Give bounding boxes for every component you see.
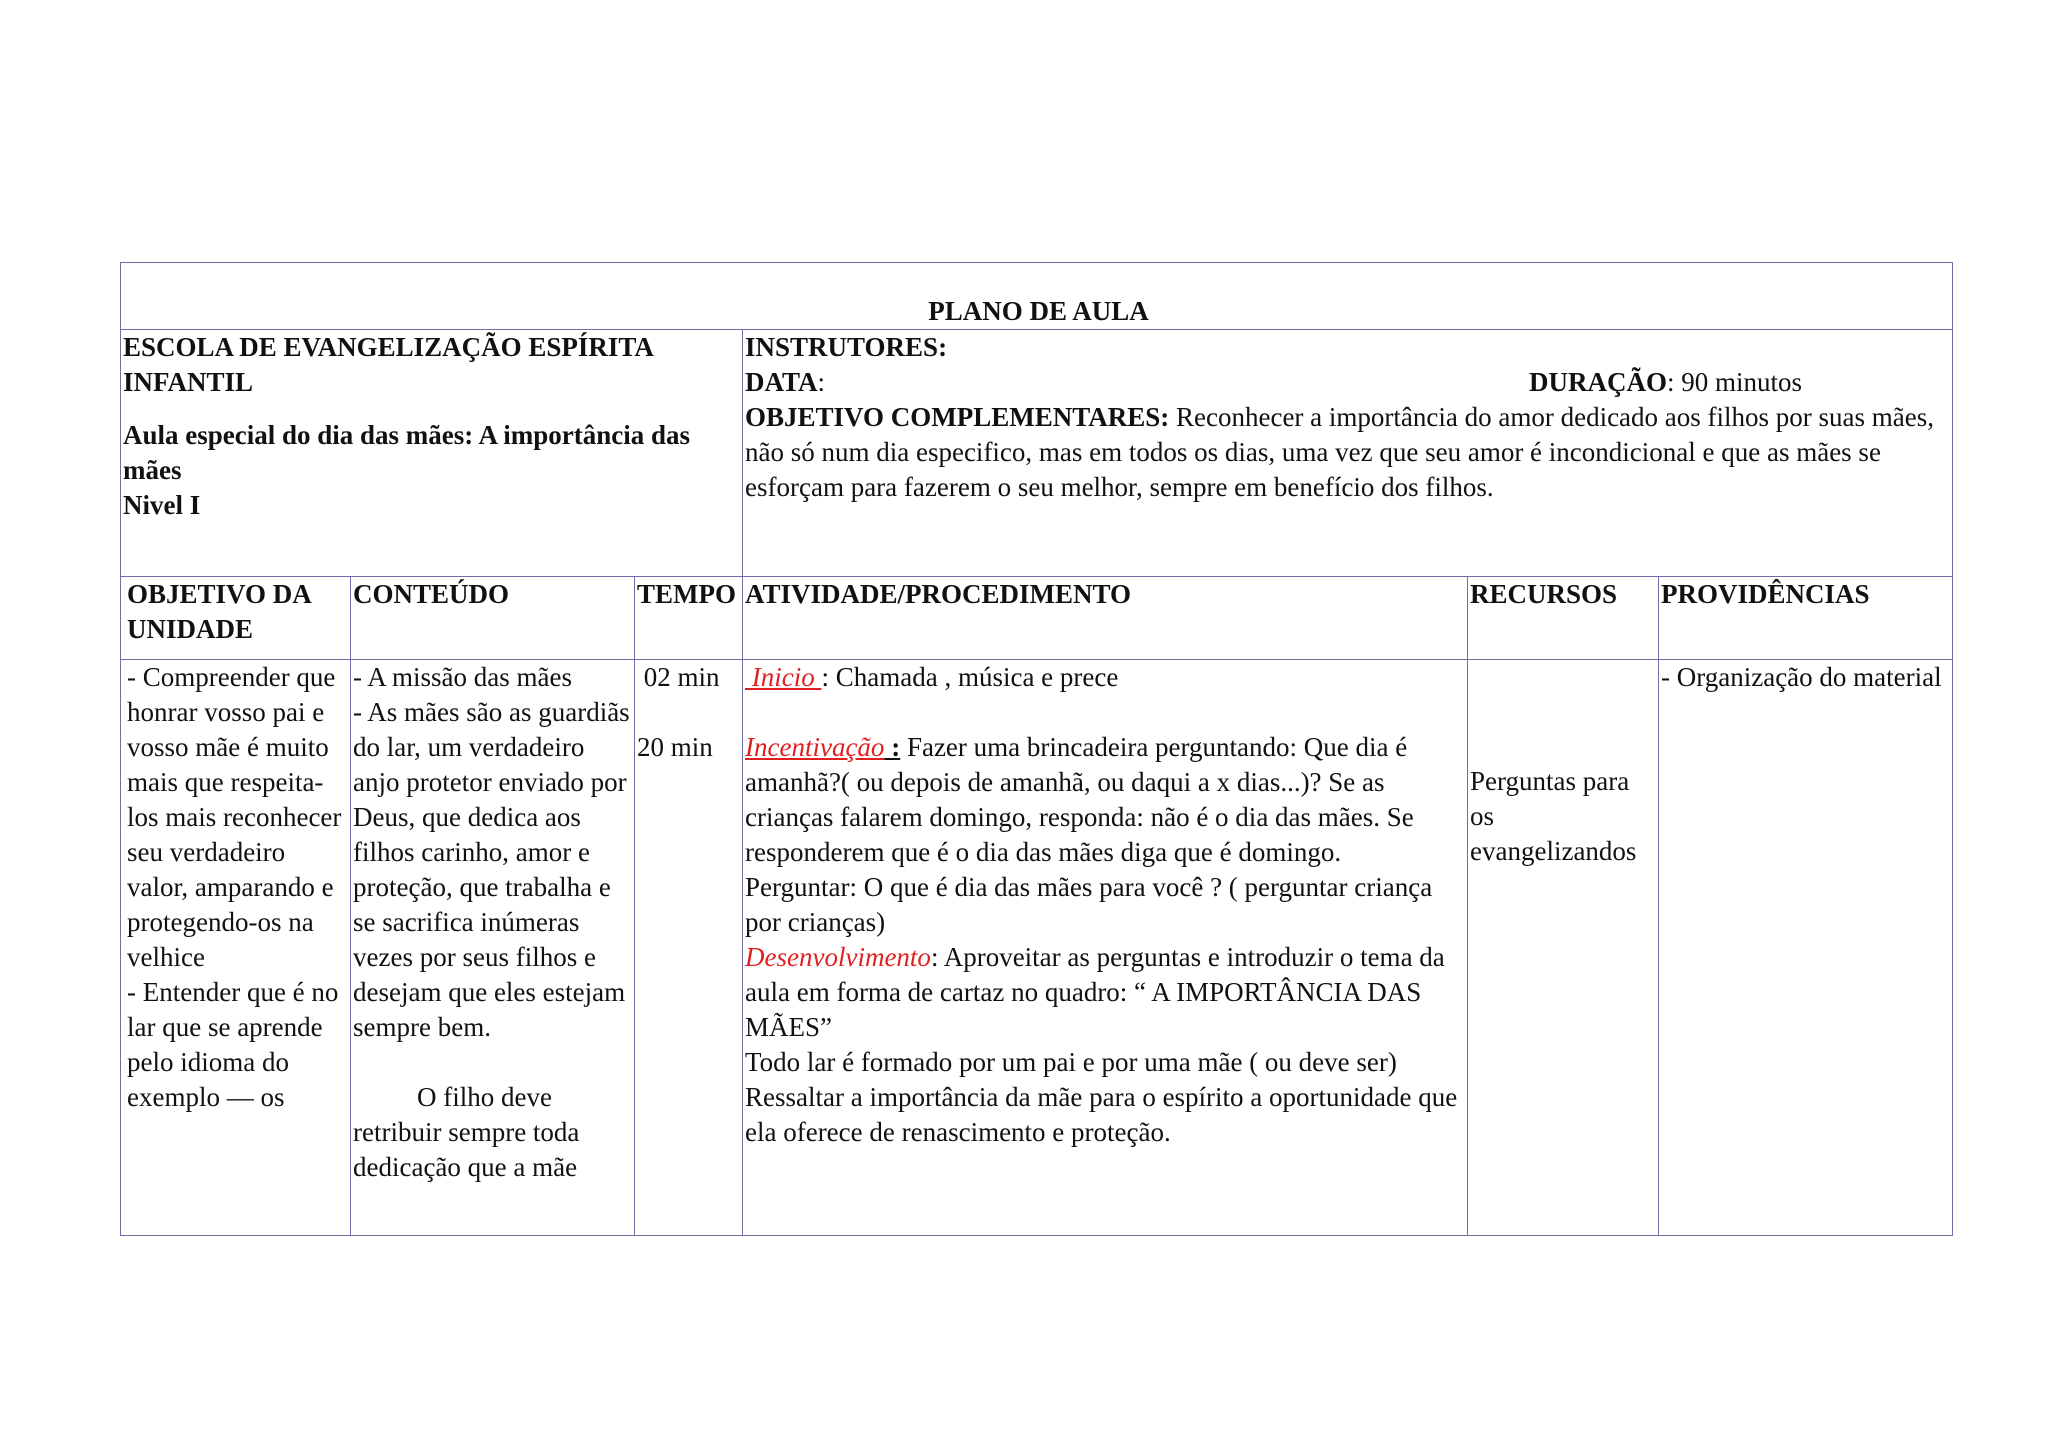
- incentivacao-label: Incentivação: [745, 732, 885, 762]
- date-duration-line: [745, 365, 1950, 400]
- header-objective: OBJETIVO DA UNIDADE: [121, 577, 351, 660]
- incentivacao-text: Fazer uma brincadeira perguntando: Que dia é amanhã?( ou depois de amanhã, ou daqui a x dias...)? Se as crianças falarem domingo, responda: não é o dia das mães. Se responderem que é o dia das mães diga que é domingo.: [745, 732, 1414, 867]
- activity-question: Perguntar: O que é dia das mães para você ? ( perguntar criança por crianças): [745, 872, 1433, 937]
- activity-incentivacao: [745, 730, 1465, 870]
- time-cell: [635, 660, 743, 1236]
- objective-item-2: - Entender que é no lar que se aprende pelo idioma do exemplo — os: [127, 977, 339, 1112]
- activity-lar: Todo lar é formado por um pai e por uma mãe ( ou deve ser): [745, 1047, 1397, 1077]
- date-colon: :: [817, 367, 826, 397]
- school-name: ESCOLA DE EVANGELIZAÇÃO ESPÍRITA INFANTIL: [123, 332, 653, 397]
- duration-label: DURAÇÃO: [1529, 367, 1668, 397]
- time-item-2: 20 min: [637, 732, 713, 762]
- content-item-3: O filho deve retribuir sempre toda dedicação que a mãe: [353, 1082, 580, 1182]
- header-provisions: PROVIDÊNCIAS: [1659, 577, 1953, 660]
- incentivacao-colon: :: [884, 732, 901, 762]
- lesson-title: Aula especial do dia das mães: A importância das mães: [123, 420, 691, 485]
- desenvolvimento-text: : Aproveitar as perguntas e introduzir o tema da aula em forma de cartaz no quadro: “ A IMPORTÂNCIA DAS MÃES”: [745, 942, 1445, 1042]
- objective-complement-label: OBJETIVO COMPLEMENTARES:: [745, 402, 1170, 432]
- plan-title: PLANO DE AULA: [928, 296, 1149, 326]
- header-activity: ATIVIDADE/PROCEDIMENTO: [743, 577, 1468, 660]
- lesson-plan-table: [120, 262, 1953, 1236]
- content-cell: [351, 660, 635, 1236]
- activity-cell: [743, 660, 1468, 1236]
- resources-text: Perguntas para os evangelizandos: [1470, 766, 1637, 866]
- activity-ressaltar: Ressaltar a importância da mãe para o espírito a oportunidade que ela oferece de renascimento e proteção.: [745, 1082, 1458, 1147]
- date-label: DATA: [745, 367, 818, 397]
- objective-complement: [745, 400, 1950, 505]
- provisions-text: - Organização do material: [1661, 662, 1942, 692]
- inicio-text: : Chamada , música e prece: [821, 662, 1119, 692]
- header-resources: RECURSOS: [1468, 577, 1659, 660]
- objective-cell: [121, 660, 351, 1236]
- inicio-label: Inicio: [745, 662, 822, 692]
- instructors-label: INSTRUTORES:: [745, 332, 948, 362]
- activity-desenvolvimento: [745, 940, 1465, 1045]
- school-info-cell: [121, 330, 743, 577]
- content-item-1: - A missão das mães: [353, 662, 572, 692]
- provisions-cell: [1659, 660, 1953, 1236]
- objective-item-1: - Compreender que honrar vosso pai e vosso mãe é muito mais que respeita-los mais reconhecer seu verdadeiro valor, amparando e protegendo-os na velhice: [127, 662, 342, 972]
- content-item-2: - As mães são as guardiãs do lar, um verdadeiro anjo protetor enviado por Deus, que dedica aos filhos carinho, amor e proteção, que trabalha e se sacrifica inúmeras vezes por seus filhos e desejam que eles estejam sempre bem.: [353, 697, 630, 1042]
- lesson-level: Nivel I: [123, 490, 201, 520]
- plan-title-cell: [121, 263, 1953, 330]
- activity-inicio: [745, 660, 1465, 695]
- time-item-1: 02 min: [637, 662, 720, 692]
- desenvolvimento-label: Desenvolvimento: [745, 942, 931, 972]
- lesson-details-cell: [743, 330, 1953, 577]
- duration: [1529, 365, 1950, 400]
- header-content: CONTEÚDO: [351, 577, 635, 660]
- resources-cell: [1468, 660, 1659, 1236]
- duration-value: : 90 minutos: [1667, 367, 1803, 397]
- header-time: TEMPO: [635, 577, 743, 660]
- objective-complement-text: Reconhecer a importância do amor dedicado aos filhos por suas mães, não só num dia especifico, mas em todos os dias, uma vez que seu amor é incondicional e que as mães se esforçam para fazerem o seu melhor, sempre em benefício dos filhos.: [745, 402, 1934, 502]
